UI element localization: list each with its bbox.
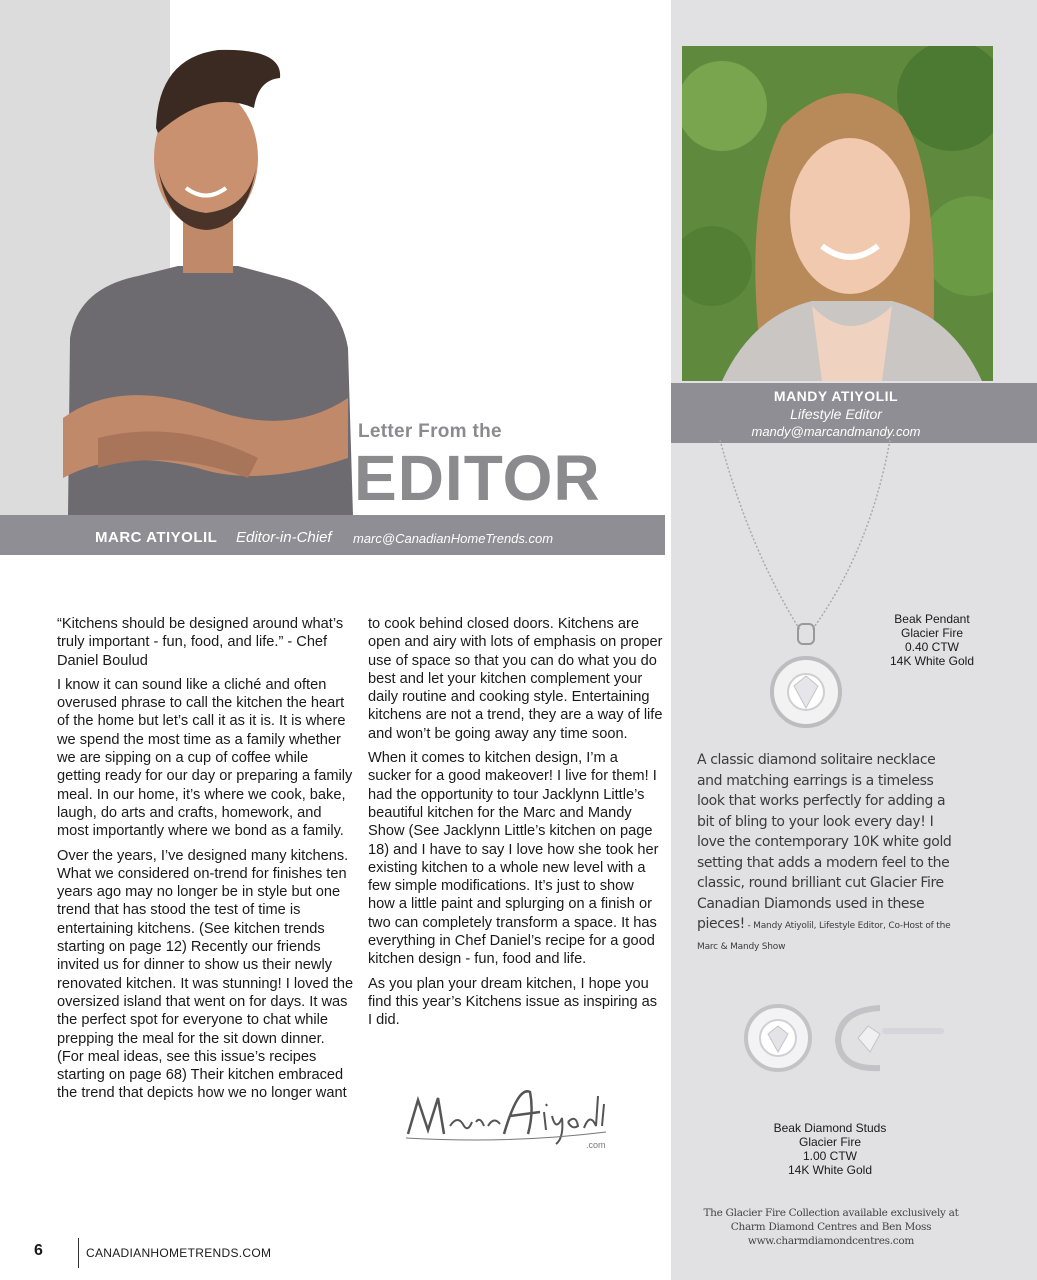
retail-info: [700, 1206, 962, 1248]
pendant-metal: 14K White Gold: [889, 654, 975, 668]
retail-url[interactable]: www.charmdiamondcentres.com: [747, 1235, 915, 1247]
signature-suffix: .com: [586, 1140, 606, 1150]
pendant-necklace-image: [700, 440, 920, 740]
studs-metal: 14K White Gold: [787, 1163, 873, 1177]
pendant-label: [872, 612, 992, 668]
marc-byline-bar: [0, 515, 665, 555]
article-paragraph: to cook behind closed doors. Kitchens are open and airy with lots of emphasis on proper use of space so that you can do what you do best and let your kitchen complement your daily routine and cooking style. Entertaining kitchens are not a trend, they are a way of life and won’t be going away any time soon.: [368, 616, 663, 742]
studs-weight: 1.00 CTW: [802, 1149, 857, 1163]
article-paragraph: When it comes to kitchen design, I’m a sucker for a good makeover! I live for them! I had the opportunity to tour Jacklynn Little’s beautiful kitchen for the Marc and Mandy Show (See Jacklynn Little’s kitchen on page 18) and I have to say I love how she took her existing kitchen to a whole new level with a few simple modifications. It’s just to show how a little paint and splurging on a finish or two can completely transform a space. It has everything in Chef Daniel’s recipe for a good kitchen design - fun, food and life.: [368, 750, 659, 968]
mandy-name: MANDY ATIYOLIL: [773, 388, 899, 404]
diamond-studs-image: [740, 1000, 950, 1075]
marc-role: Editor-in-Chief: [236, 529, 332, 546]
opening-quote: “Kitchens should be designed around what’s truly important - fun, food, and life.” - Chef Daniel Boulud: [57, 616, 344, 669]
article-paragraph: Over the years, I’ve designed many kitchens. What we considered on-trend for finishes ten years ago may no longer be in style but one trend that has stood the test of time is entertaining kitchens. (See kitchen trends starting on page 12) Recently our friends invited us for dinner to show us their newly renovated kitchen. It was stunning! I loved the oversized island that went on for days. It was the perfect spot for everyone to chat while prepping the meal for the sit down dinner. (For meal ideas, see this issue’s recipes starting on page 68) Their kitchen embraced the trend that depicts how we no longer want: [57, 847, 354, 1102]
retail-line: The Glacier Fire Collection available exclusively at: [703, 1207, 959, 1219]
marc-signature: [400, 1082, 620, 1152]
article-paragraph: As you plan your dream kitchen, I hope you find this year’s Kitchens issue as inspiring as I did.: [368, 975, 658, 1029]
marc-portrait-image: [58, 38, 358, 516]
studs-name: Beak Diamond Studs: [773, 1121, 887, 1135]
retail-line: Charm Diamond Centres and Ben Moss: [730, 1221, 932, 1233]
letter-from-heading: Letter From the: [358, 421, 502, 442]
mandy-role: Lifestyle Editor: [790, 406, 882, 422]
footer-site-name: CANADIANHOMETRENDS.COM: [86, 1246, 272, 1260]
page-number: 6: [34, 1242, 43, 1259]
mandy-byline-bar: [671, 383, 1037, 443]
mandy-email[interactable]: mandy@marcandmandy.com: [751, 424, 921, 439]
article-paragraph: I know it can sound like a cliché and often overused phrase to call the kitchen the heart of the home but let’s call it as it is. It is where we spend the most time as a family whether we are sipping on a cup of coffee while getting ready for our day or preparing a family meal. In our home, it’s where we cook, bake, laugh, do arts and crafts, homework, and most importantly where we bond as a family.: [57, 676, 353, 840]
pendant-weight: 0.40 CTW: [904, 640, 959, 654]
promo-text: [697, 750, 962, 955]
pendant-name: Beak Pendant: [894, 612, 970, 626]
marc-email[interactable]: marc@CanadianHomeTrends.com: [353, 531, 554, 546]
pendant-collection: Glacier Fire: [900, 626, 963, 640]
editor-title: EDITOR: [354, 442, 601, 514]
promo-credit: - Mandy Atiyolil, Lifestyle Editor, Co-Host of the Marc & Mandy Show: [697, 921, 951, 952]
studs-collection: Glacier Fire: [798, 1135, 861, 1149]
promo-body: A classic diamond solitaire necklace and matching earrings is a timeless look that works perfectly for adding a bit of bling to your look every day! I love the contemporary 10K white gold setting that adds a modern feel to the classic, round brilliant cut Glacier Fire Canadian Diamonds used in these pieces!: [697, 752, 952, 932]
article-column-1: [57, 615, 355, 1109]
footer-divider: [78, 1238, 79, 1268]
marc-name: MARC ATIYOLIL: [95, 529, 218, 546]
article-column-2: [368, 615, 663, 1036]
studs-label: [755, 1121, 905, 1177]
mandy-portrait-image: [682, 46, 993, 381]
